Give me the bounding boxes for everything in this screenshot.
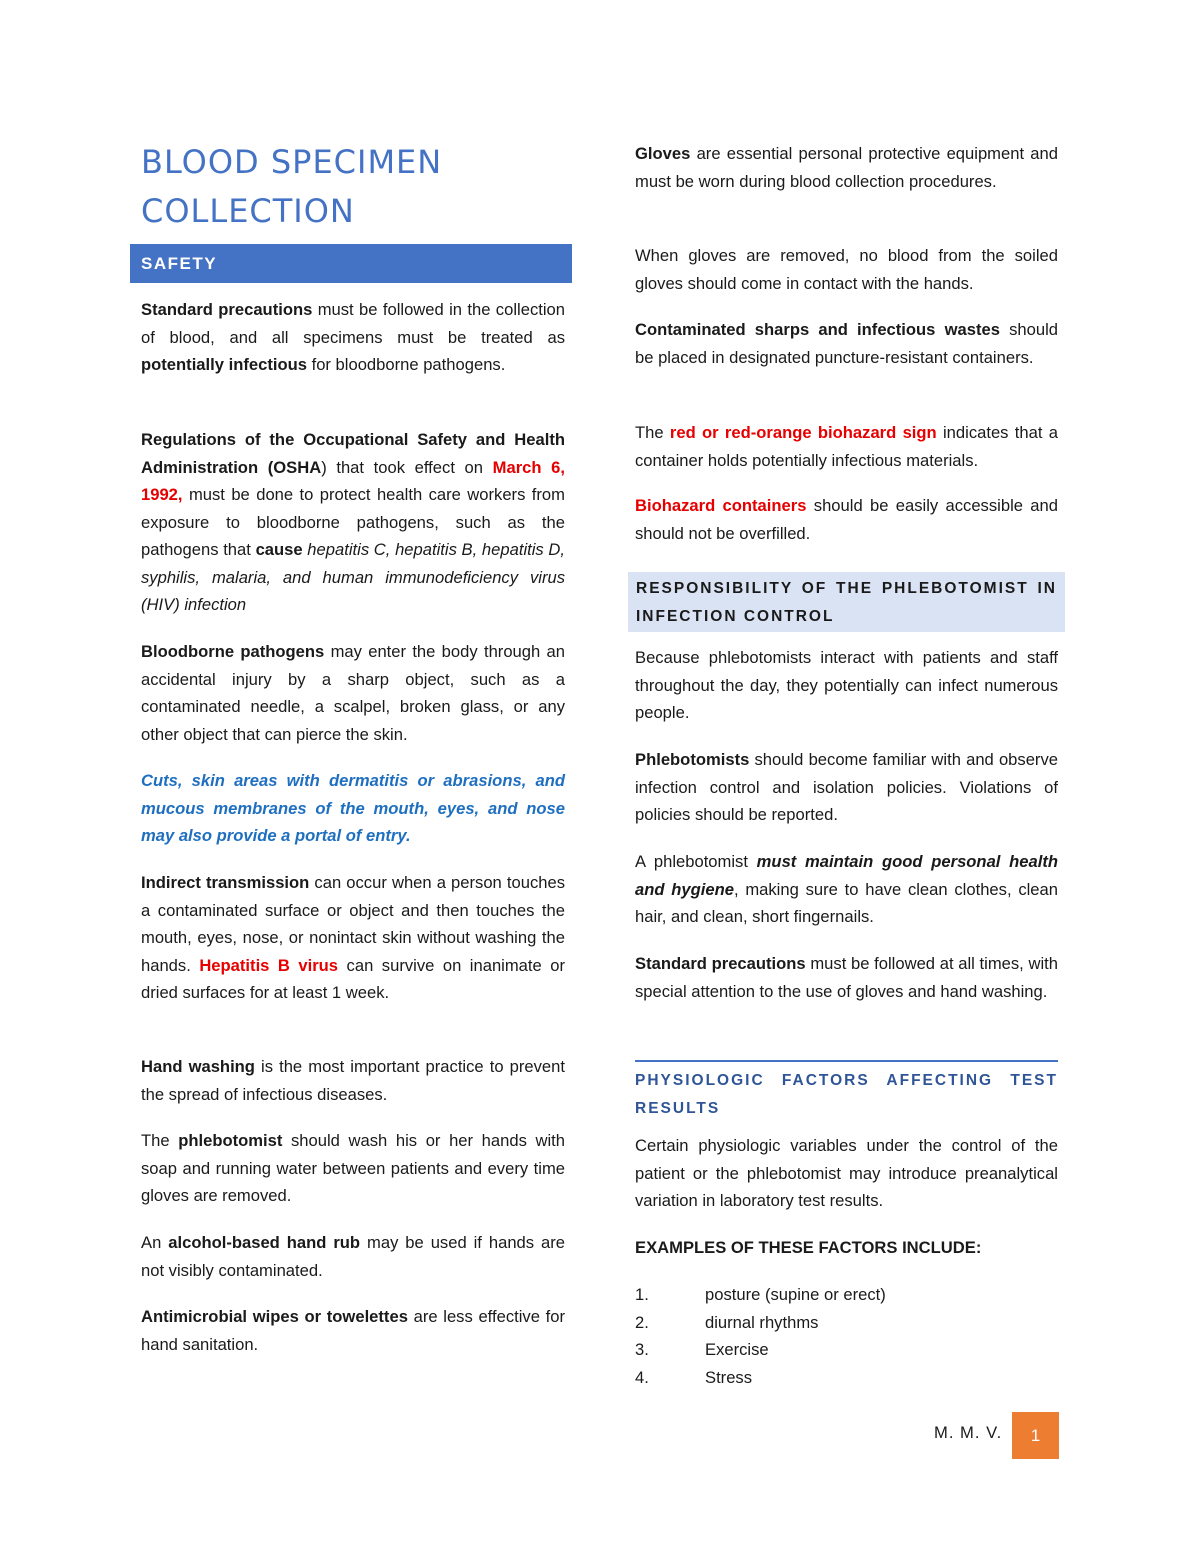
factors-list (635, 1281, 1035, 1391)
section-header-safety: SAFETY (130, 244, 572, 283)
highlight-term: Hepatitis B virus (199, 955, 339, 975)
bold-term: Regulations of the Occupational Safety and Health Administration (OSHA (141, 430, 565, 477)
text: should be placed in designated puncture-resistant containers. (635, 320, 1059, 367)
list-text: diurnal rhythms (705, 1312, 819, 1332)
bold-term: Standard precautions (141, 300, 313, 319)
bold-term: Standard precautions (635, 954, 806, 973)
bold-term: Bloodborne pathogens (141, 642, 325, 661)
list-item (635, 1281, 1035, 1309)
paragraph-phlebotomists-policies (635, 746, 1058, 829)
text: must be done to protect health care workers from exposure to bloodborne pathogens, such as the pathogens that (141, 485, 565, 559)
paragraph-osha-regulations (141, 426, 565, 619)
bold-term: Contaminated sharps and infectious wastes (635, 320, 1000, 339)
paragraph-biohazard-sign (635, 419, 1058, 474)
text: , making sure to have clean clothes, clean hair, and clean, short fingernails. (635, 879, 1058, 926)
text: ) that took effect on (321, 457, 493, 477)
text: are essential personal protective equipment and must be worn during blood collection procedures. (635, 144, 1058, 191)
paragraph-hygiene (635, 848, 1058, 931)
text: The (635, 423, 670, 442)
bold-term: phlebotomist (178, 1131, 283, 1150)
paragraph-gloves (635, 140, 1058, 195)
paragraph-hand-rub (141, 1229, 565, 1284)
section-header-responsibility: RESPONSIBILITY OF THE PHLEBOTOMIST IN INFECTION CONTROL (628, 572, 1065, 632)
list-number: 2. (635, 1312, 649, 1332)
paragraph-portal-of-entry: Cuts, skin areas with dermatitis or abrasions, and mucous membranes of the mouth, eyes, and nose may also provide a portal of entry. (141, 771, 565, 845)
text: can survive on inanimate or dried surfaces for at least 1 week. (141, 955, 565, 1002)
list-text: posture (supine or erect) (705, 1285, 886, 1304)
list-text: Exercise (705, 1340, 769, 1359)
highlight-term: Biohazard containers (635, 496, 807, 515)
text: must be followed at all times, with special attention to the use of gloves and hand washing. (635, 954, 1058, 1001)
document-title: BLOOD SPECIMEN COLLECTION (141, 143, 443, 230)
bold-term: Antimicrobial wipes or towelettes (141, 1307, 408, 1326)
paragraph-physiologic-intro: Certain physiologic variables under the control of the patient or the phlebotomist may introduce preanalytical variation in laboratory test results. (635, 1136, 1058, 1210)
text: An (141, 1233, 169, 1252)
bold-term: potentially infectious (141, 355, 307, 374)
list-item (635, 1309, 1035, 1337)
list-number: 1. (635, 1285, 649, 1304)
list-item (635, 1336, 1035, 1364)
text: are less effective for hand sanitation. (141, 1307, 565, 1354)
paragraph-standard-precautions-times (635, 950, 1058, 1005)
text: may enter the body through an accidental injury by a sharp object, such as a contaminated needle, a scalpel, broken glass, or any other object that can pierce the skin. (141, 642, 565, 744)
text: should be easily accessible and should not be overfilled. (635, 496, 1058, 543)
section-header-physiologic: PHYSIOLOGIC FACTORS AFFECTING TEST RESULTS (635, 1072, 1058, 1117)
paragraph-phlebotomist-wash (141, 1127, 565, 1210)
paragraph-antimicrobial-wipes (141, 1303, 565, 1358)
list-number: 3. (635, 1340, 649, 1359)
footer-author: M. M. V. (934, 1423, 1003, 1442)
text: A phlebotomist (635, 852, 757, 871)
text: should wash his or her hands with soap and running water between patients and every time gloves are removed. (141, 1131, 565, 1205)
paragraph-gloves-removed: When gloves are removed, no blood from the soiled gloves should come in contact with the hands. (635, 246, 1058, 293)
section-divider (635, 1060, 1058, 1062)
text: for bloodborne pathogens. (306, 355, 506, 374)
list-number: 4. (635, 1367, 649, 1387)
list-item (635, 1364, 1035, 1392)
paragraph-biohazard-containers (635, 492, 1058, 547)
bold-term: cause (255, 540, 303, 559)
bold-term: Gloves (635, 144, 691, 163)
highlight-term: red or red-orange biohazard sign (669, 423, 937, 442)
paragraph-indirect-transmission (141, 869, 565, 1007)
paragraph-standard-precautions (141, 296, 565, 379)
paragraph-interaction: Because phlebotomists interact with patients and staff throughout the day, they potentially can infect numerous people. (635, 648, 1058, 722)
text: should become familiar with and observe infection control and isolation policies. Violations of policies should be reported. (635, 750, 1058, 824)
examples-heading: EXAMPLES OF THESE FACTORS INCLUDE: (635, 1238, 982, 1257)
text: must be followed in the collection of blood, and all specimens must be treated as (141, 300, 565, 347)
text: indicates that a container holds potentially infectious materials. (635, 423, 1058, 470)
list-text: Stress (705, 1367, 753, 1387)
paragraph-hand-washing (141, 1053, 565, 1108)
bold-term: Hand washing (141, 1057, 255, 1076)
text: The (141, 1131, 179, 1150)
paragraph-sharps (635, 316, 1058, 371)
paragraph-bloodborne-pathogens (141, 638, 565, 748)
text: may be used if hands are not visibly contaminated. (141, 1233, 565, 1280)
text: can occur when a person touches a contaminated surface or object and then touches the mouth, eyes, nose, or nonintact skin without washing the hands. (141, 873, 566, 975)
bold-term: Indirect transmission (141, 873, 310, 892)
italic-text: hepatitis C, hepatitis B, hepatitis D, syphilis, malaria, and human immunodeficiency virus (HIV) infection (141, 540, 566, 614)
bold-term: alcohol-based hand rub (168, 1233, 361, 1252)
bold-italic-term: must maintain good personal health and hygiene (635, 852, 1058, 899)
text: is the most important practice to prevent the spread of infectious diseases. (141, 1057, 565, 1104)
highlight-date: March 6, 1992, (141, 457, 565, 504)
page-number: 1 (1012, 1412, 1059, 1459)
bold-term: Phlebotomists (635, 750, 750, 769)
